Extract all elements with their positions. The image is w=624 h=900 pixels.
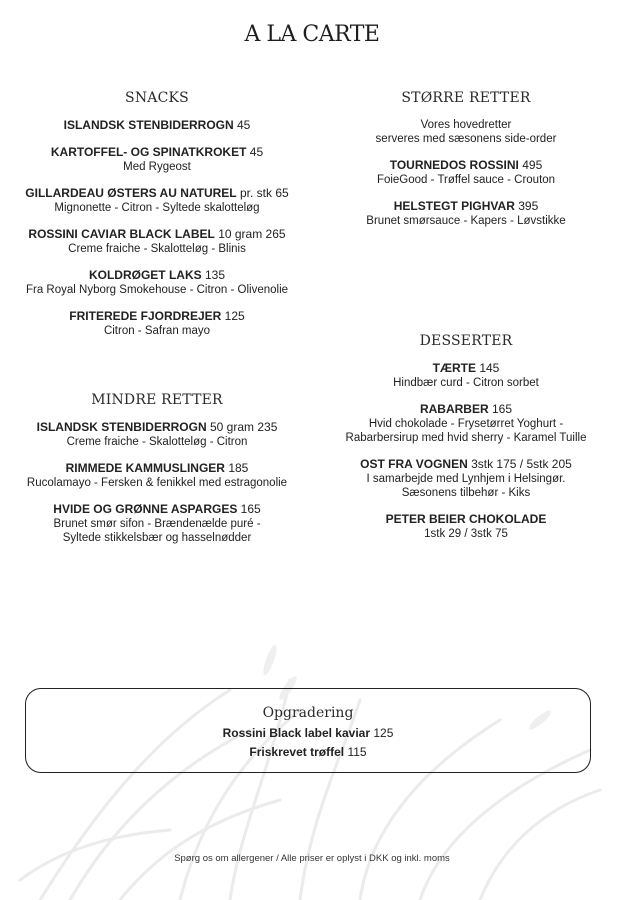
menu-item-title-line xyxy=(318,457,614,472)
menu-item-name: TOURNEDOS ROSSINI xyxy=(389,158,519,172)
menu-item xyxy=(10,420,304,449)
menu-item-description: Rucolamayo - Fersken & fenikkel med estragonolie xyxy=(26,477,288,489)
menu-item xyxy=(10,145,304,174)
menu-item xyxy=(318,402,614,445)
menu-item-description: Brunet smør sifon - Brændenælde puré - xyxy=(53,518,261,530)
menu-item-name: HELSTEGT PIGHVAR xyxy=(393,199,515,213)
menu-item-price: 165 xyxy=(240,502,261,516)
mindre-retter-list xyxy=(10,420,304,545)
menu-item-title-line xyxy=(10,502,304,517)
intro-line: Vores hovedretter xyxy=(420,119,512,131)
storre-retter-list xyxy=(318,158,614,228)
menu-item-description: Rabarbersirup med hvid sherry - Karamel Tuille xyxy=(345,432,587,444)
menu-item-title-line xyxy=(318,512,614,527)
menu-item-name: ISLANDSK STENBIDERROGN xyxy=(63,118,234,132)
mindre-retter-section xyxy=(10,392,304,557)
menu-item xyxy=(10,118,304,133)
upgrade-item xyxy=(26,726,590,741)
menu-item-title-line xyxy=(318,158,614,173)
menu-item-price: 125 xyxy=(224,309,245,323)
menu-item-title-line xyxy=(10,461,304,476)
menu-item-name: ISLANDSK STENBIDERROGN xyxy=(36,420,207,434)
menu-item-title-line xyxy=(10,309,304,324)
menu-item-price: 3stk 175 / 5stk 205 xyxy=(471,457,572,471)
menu-item-description: I samarbejde med Lynhjem i Helsingør. xyxy=(366,473,566,485)
menu-item-description: Creme fraiche - Skalotteløg - Citron xyxy=(66,436,248,448)
upgrade-item-price: 115 xyxy=(347,745,367,759)
menu-item-price: 10 gram 265 xyxy=(218,227,286,241)
menu-item-description: Fra Royal Nyborg Smokehouse - Citron - Olivenolie xyxy=(25,284,289,296)
section-heading-storre-retter: STØRRE RETTER xyxy=(401,90,531,106)
menu-item-name: OST FRA VOGNEN xyxy=(360,457,468,471)
menu-item xyxy=(318,158,614,187)
allergen-footer-note: Spørg os om allergener / Alle priser er oplyst i DKK og inkl. moms xyxy=(174,853,450,864)
menu-item-description: Sæsonens tilbehør - Kiks xyxy=(401,487,531,499)
menu-item-description: Hindbær curd - Citron sorbet xyxy=(393,377,539,389)
menu-item-title-line xyxy=(10,145,304,160)
menu-item xyxy=(10,461,304,490)
page-title: A LA CARTE xyxy=(244,22,380,47)
menu-item-price: 145 xyxy=(479,361,500,375)
menu-item-price: 135 xyxy=(204,268,226,282)
intro-line: serveres med sæsonens side-order xyxy=(375,133,557,145)
menu-item-description: Syltede stikkelsbær og hasselnødder xyxy=(62,532,252,544)
menu-item-description: Creme fraiche - Skalotteløg - Blinis xyxy=(68,243,246,255)
menu-item-title-line xyxy=(10,420,304,435)
upgrade-item-name: Rossini Black label kaviar xyxy=(222,726,371,740)
menu-item xyxy=(10,268,304,297)
menu-item xyxy=(10,186,304,215)
desserter-section xyxy=(318,333,614,553)
upgrade-item-price: 125 xyxy=(373,726,394,740)
menu-item-description: Hvid chokolade - Frysetørret Yoghurt - xyxy=(368,418,564,430)
menu-item-name: KOLDRØGET LAKS xyxy=(88,268,202,282)
menu-item-price: pr. stk 65 xyxy=(239,186,289,200)
section-heading-snacks: SNACKS xyxy=(125,90,189,106)
menu-item-description: Mignonette - Citron - Syltede skalotteløg xyxy=(54,202,260,214)
menu-item-title-line xyxy=(318,402,614,417)
menu-item-price: 45 xyxy=(237,118,251,132)
menu-item-description: Citron - Safran mayo xyxy=(103,325,211,337)
menu-item-name: PETER BEIER CHOKOLADE xyxy=(385,512,547,526)
menu-item-price: 165 xyxy=(491,402,513,416)
menu-item xyxy=(318,512,614,541)
menu-item-price: 185 xyxy=(228,461,249,475)
upgrade-item xyxy=(26,745,590,760)
section-heading-mindre-retter: MINDRE RETTER xyxy=(91,392,223,408)
menu-item-description: 1stk 29 / 3stk 75 xyxy=(424,528,508,540)
snacks-section xyxy=(10,90,304,350)
menu-item-name: RABARBER xyxy=(419,402,489,416)
menu-item xyxy=(10,309,304,338)
upgrade-heading: Opgradering xyxy=(262,705,354,721)
upgrade-item-name: Friskrevet trøffel xyxy=(249,745,345,759)
upgrade-box xyxy=(25,688,591,773)
menu-item-price: 495 xyxy=(522,158,543,172)
storre-retter-section xyxy=(318,90,614,240)
menu-item-name: FRITEREDE FJORDREJER xyxy=(69,309,222,323)
menu-item-title-line xyxy=(10,268,304,283)
menu-item xyxy=(10,502,304,545)
menu-item xyxy=(318,457,614,500)
menu-item-price: 45 xyxy=(249,145,264,159)
desserter-list xyxy=(318,361,614,541)
menu-item-title-line xyxy=(318,199,614,214)
menu-item-title-line xyxy=(10,118,304,133)
menu-item-description: Med Rygeost xyxy=(123,161,191,173)
menu-item-price: 50 gram 235 xyxy=(209,420,278,434)
menu-item-name: RIMMEDE KAMMUSLINGER xyxy=(65,461,225,475)
menu-item-title-line xyxy=(10,186,304,201)
menu-item-price: 395 xyxy=(518,199,539,213)
menu-item-title-line xyxy=(318,361,614,376)
menu-item-name: TÆRTE xyxy=(432,361,476,375)
menu-item-description: Brunet smørsauce - Kapers - Løvstikke xyxy=(366,215,566,227)
menu-item xyxy=(10,227,304,256)
menu-item xyxy=(318,199,614,228)
menu-item-name: KARTOFFEL- OG SPINATKROKET xyxy=(50,145,247,159)
menu-item-name: GILLARDEAU ØSTERS AU NATUREL xyxy=(25,186,237,200)
storre-retter-intro xyxy=(318,118,614,146)
menu-item xyxy=(318,361,614,390)
menu-item-description: FoieGood - Trøffel sauce - Crouton xyxy=(376,174,556,186)
snacks-list xyxy=(10,118,304,338)
menu-item-name: HVIDE OG GRØNNE ASPARGES xyxy=(53,502,238,516)
menu-item-name: ROSSINI CAVIAR BLACK LABEL xyxy=(28,227,215,241)
section-heading-desserter: DESSERTER xyxy=(419,333,513,349)
menu-item-title-line xyxy=(10,227,304,242)
